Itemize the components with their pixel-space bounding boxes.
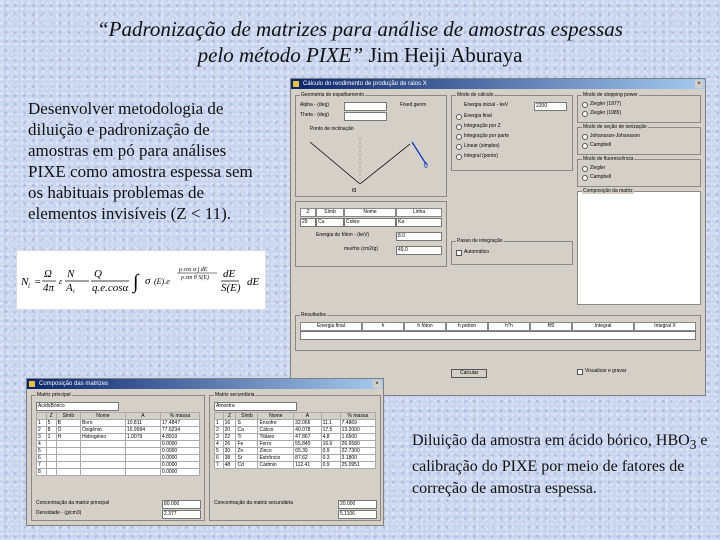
primary-cell[interactable] <box>125 455 160 462</box>
secondary-cell[interactable]: Zinco <box>258 448 294 455</box>
slide-author: Jim Heiji Aburaya <box>368 43 523 67</box>
close-icon[interactable]: × <box>695 80 703 88</box>
results-label: Resultados <box>301 312 327 318</box>
secondary-cell[interactable]: 13.2000 <box>340 427 375 434</box>
svg-text:ε: ε <box>59 277 63 286</box>
secondary-cell[interactable]: Cálcio <box>258 427 294 434</box>
svg-text:α: α <box>352 185 357 194</box>
secondary-cell[interactable]: 32.066 <box>294 420 321 427</box>
result-col-5: h*h <box>488 322 530 331</box>
primary-row[interactable] <box>37 420 200 427</box>
fluor-option-2[interactable] <box>582 175 588 181</box>
secondary-row[interactable] <box>215 441 376 448</box>
fluor-option-2-label: Campbell <box>590 174 612 180</box>
primary-cell[interactable]: 0.0000 <box>160 469 199 476</box>
svg-text:4π: 4π <box>43 282 55 294</box>
element-line-field[interactable]: Ka <box>396 218 442 227</box>
header-symb: Símb <box>56 413 80 420</box>
secondary-row[interactable] <box>215 448 376 455</box>
ionization-option-2-label: Campbell <box>590 142 612 148</box>
photon-label: Energia do fóton - (keV) <box>316 232 370 238</box>
primary-matrix-group <box>31 392 205 521</box>
primary-row[interactable] <box>37 434 200 441</box>
primary-header-row <box>37 413 200 420</box>
fluor-group <box>577 156 701 187</box>
fixed-geom-label: Fixed geom <box>400 102 427 108</box>
integration-step-label: Passo de integração <box>457 238 503 244</box>
geometry-group-label: Geometria do espalhamento <box>301 92 365 98</box>
secondary-cell[interactable]: 2 <box>215 427 224 434</box>
title-bar <box>291 79 705 89</box>
secondary-cell[interactable]: 48 <box>223 462 236 469</box>
composition-group <box>577 188 701 305</box>
col-line-header: Linha <box>396 208 442 217</box>
header-blank-2 <box>215 413 224 420</box>
secondary-cell[interactable]: 7.4869 <box>340 420 375 427</box>
matrix-window <box>26 378 384 526</box>
geometry-diagram <box>300 134 440 194</box>
secondary-cell[interactable]: 0.9 <box>321 462 340 469</box>
secondary-cell[interactable]: 3 <box>215 434 224 441</box>
primary-cell[interactable] <box>80 462 125 469</box>
secondary-cell[interactable]: 1.6500 <box>340 434 375 441</box>
radio-option-2-label: Integração por Z <box>464 123 501 129</box>
svg-text:(E).e: (E).e <box>154 277 170 286</box>
dilution-text-b: e calibração do PIXE por meio de fatores de correção de amostra espessa. <box>412 432 708 498</box>
secondary-matrix-table <box>214 412 376 469</box>
primary-cell[interactable] <box>56 455 80 462</box>
primary-cell[interactable]: 15.9994 <box>125 427 160 434</box>
secondary-cell[interactable]: Fe <box>236 441 258 448</box>
result-col-6: f/f0 <box>530 322 572 331</box>
svg-text:σ: σ <box>145 275 151 287</box>
fluor-option-1-label: Ziegler <box>590 165 606 171</box>
secondary-row[interactable] <box>215 455 376 462</box>
svg-text:θ: θ <box>424 161 428 170</box>
primary-cell[interactable] <box>125 462 160 469</box>
header-name: Nome <box>80 413 125 420</box>
secondary-cell[interactable]: Cd <box>236 462 258 469</box>
visualize-checkbox[interactable] <box>577 369 583 375</box>
photon-field[interactable]: 8.0 <box>396 232 442 241</box>
point-label: Ponto de inclinação <box>310 126 354 132</box>
svg-text:i: i <box>28 282 30 290</box>
radio-option-3[interactable] <box>456 134 462 140</box>
primary-matrix-table <box>36 412 200 476</box>
secondary-row[interactable] <box>215 462 376 469</box>
secondary-cell[interactable]: Sr <box>236 455 258 462</box>
primary-cell[interactable]: Hidrogênio <box>80 434 125 441</box>
auto-label: Automático <box>464 249 490 255</box>
density-secondary-field[interactable]: 5.1106 <box>338 510 377 519</box>
secondary-row[interactable] <box>215 434 376 441</box>
secondary-cell[interactable]: 7 <box>215 462 224 469</box>
element-group <box>295 201 447 267</box>
primary-cell[interactable]: 77.6234 <box>160 427 199 434</box>
result-col-3: h fóton <box>404 322 446 331</box>
primary-cell[interactable] <box>46 462 56 469</box>
density-label: Densidade - (g/cm3) <box>36 510 82 516</box>
secondary-cell[interactable]: 20 <box>223 427 236 434</box>
alpha-field[interactable] <box>344 102 387 111</box>
header-a: A <box>125 413 160 420</box>
primary-cell[interactable]: 7 <box>37 462 47 469</box>
matrix-app-icon <box>29 381 35 387</box>
radio-option-5[interactable] <box>456 154 462 160</box>
header-symb-2: Símb <box>236 413 258 420</box>
svg-text:ρ sin θ S(E): ρ sin θ S(E) <box>181 275 209 281</box>
result-col-8: Integral X <box>634 322 696 331</box>
primary-cell[interactable]: 5 <box>37 448 47 455</box>
primary-cell[interactable] <box>80 469 125 476</box>
slide-title-italic: “Padronização de matrizes para análise de amostras espessas <box>97 17 623 41</box>
svg-text:=: = <box>34 276 42 288</box>
result-col-4: h próton <box>446 322 488 331</box>
secondary-cell[interactable]: 16 <box>223 420 236 427</box>
secondary-cell[interactable]: Enxofre <box>258 420 294 427</box>
primary-cell[interactable] <box>80 448 125 455</box>
stopping-group <box>577 92 701 123</box>
density-primary-field[interactable]: 2.377 <box>162 510 201 519</box>
svg-text:dE: dE <box>247 276 260 288</box>
calc-mode-label: Modo de cálculo <box>457 92 494 98</box>
element-name-field[interactable]: Cobre <box>344 218 396 227</box>
element-z-field[interactable]: 29 <box>300 218 316 227</box>
primary-cell[interactable]: O <box>56 427 80 434</box>
primary-row[interactable] <box>37 427 200 434</box>
primary-cell[interactable]: 5 <box>46 420 56 427</box>
secondary-cell[interactable]: 6 <box>215 455 224 462</box>
radio-option-4[interactable] <box>456 144 462 150</box>
secondary-cell[interactable]: Zn <box>236 448 258 455</box>
result-row[interactable] <box>300 331 696 340</box>
calc-button[interactable]: Calcular <box>451 369 487 378</box>
primary-cell[interactable]: 1.0079 <box>125 434 160 441</box>
col-name-header: Nome <box>344 208 396 217</box>
svg-text:∫: ∫ <box>133 271 139 293</box>
radio-option-5-label: Integral (ponto) <box>464 153 498 159</box>
app-icon <box>293 81 299 87</box>
header-z: Z <box>46 413 56 420</box>
energy-field[interactable]: 2200 <box>534 102 567 111</box>
primary-cell[interactable]: Boro <box>80 420 125 427</box>
header-a-2: A <box>294 413 321 420</box>
primary-cell[interactable]: 1 <box>46 434 56 441</box>
primary-cell[interactable]: 1 <box>37 420 47 427</box>
secondary-cell[interactable]: 4.8 <box>321 434 340 441</box>
primary-cell[interactable] <box>125 469 160 476</box>
svg-text:Ω: Ω <box>44 268 52 280</box>
energy-label: Energia inicial - keV <box>464 102 509 108</box>
secondary-footer-label: Concentração da matriz secundária <box>214 500 293 506</box>
secondary-cell[interactable]: 1 <box>215 420 224 427</box>
primary-cell[interactable] <box>56 441 80 448</box>
results-group <box>295 312 701 351</box>
svg-text:N: N <box>67 268 75 280</box>
integration-group <box>451 238 573 265</box>
primary-matrix-label: Matriz principal <box>37 392 71 398</box>
primary-cell[interactable]: 0.0000 <box>160 441 199 448</box>
secondary-cell[interactable]: 112.41 <box>294 462 321 469</box>
secondary-cell[interactable]: Titânio <box>258 434 294 441</box>
primary-row[interactable] <box>37 448 200 455</box>
result-col-2: h <box>362 322 404 331</box>
primary-cell[interactable] <box>56 469 80 476</box>
secondary-cell[interactable]: 17.5 <box>321 427 340 434</box>
thick-target-formula-image <box>16 250 266 310</box>
secondary-cell[interactable]: 87.62 <box>294 455 321 462</box>
stopping-option-2-label: Ziegler (1985) <box>590 110 622 116</box>
dilution-text-sub: 3 <box>689 437 697 453</box>
composition-label: Composição da matriz <box>583 188 633 194</box>
auto-checkbox[interactable] <box>456 250 462 256</box>
primary-cell[interactable] <box>46 469 56 476</box>
primary-row[interactable] <box>37 455 200 462</box>
secondary-cell[interactable]: 3.1800 <box>340 455 375 462</box>
secondary-cell[interactable]: S <box>236 420 258 427</box>
calc-mode-group <box>451 92 573 171</box>
radio-option-2[interactable] <box>456 124 462 130</box>
matrix-close-icon[interactable]: × <box>373 380 381 388</box>
primary-cell[interactable] <box>46 448 56 455</box>
result-col-7: Integral <box>572 322 634 331</box>
secondary-cell[interactable]: 40.078 <box>294 427 321 434</box>
secondary-cell[interactable]: 0.3 <box>321 455 340 462</box>
secondary-cell[interactable]: 30 <box>223 448 236 455</box>
header-z-2: Z <box>223 413 236 420</box>
primary-row[interactable] <box>37 441 200 448</box>
secondary-matrix-label: Matriz secundária <box>215 392 255 398</box>
stopping-option-1[interactable] <box>582 102 588 108</box>
primary-footer-label: Concentração da matriz principal <box>36 500 110 506</box>
ionization-option-1-label: Johansson-Johansson <box>590 133 641 139</box>
header-extra-2 <box>321 413 340 420</box>
primary-row[interactable] <box>37 462 200 469</box>
radio-option-4-label: Linear (simples) <box>464 143 500 149</box>
primary-cell[interactable]: 8 <box>37 469 47 476</box>
secondary-cell[interactable]: 26.6580 <box>340 441 375 448</box>
result-col-1: Energia final <box>300 322 362 331</box>
secondary-header-row <box>215 413 376 420</box>
primary-cell[interactable]: 10.811 <box>125 420 160 427</box>
svg-text:i: i <box>73 289 75 295</box>
secondary-cell[interactable]: 22.7300 <box>340 448 375 455</box>
secondary-row[interactable] <box>215 427 376 434</box>
slide-title <box>0 16 720 68</box>
primary-cell[interactable] <box>80 441 125 448</box>
secondary-cell[interactable]: 16.6 <box>321 441 340 448</box>
secondary-row[interactable] <box>215 420 376 427</box>
theta-label: Theta - (deg) <box>300 112 329 118</box>
svg-text:S(E): S(E) <box>221 282 241 294</box>
primary-cell[interactable] <box>80 455 125 462</box>
mu-field[interactable]: 49.0 <box>396 246 442 255</box>
radio-option-1[interactable] <box>456 114 462 120</box>
svg-text:A: A <box>66 282 73 294</box>
secondary-cell[interactable]: 55.845 <box>294 441 321 448</box>
primary-row[interactable] <box>37 469 200 476</box>
radio-option-3-label: Integração por parte <box>464 133 510 139</box>
mu-label: mu/rho (cm2/g) <box>344 246 378 252</box>
theta-field[interactable] <box>344 112 387 121</box>
secondary-cell[interactable]: 5 <box>215 448 224 455</box>
svg-text:dE: dE <box>223 268 236 280</box>
primary-cell[interactable]: 4.8919 <box>160 434 199 441</box>
element-symb-field[interactable]: Cu <box>316 218 344 227</box>
primary-cell[interactable] <box>125 441 160 448</box>
primary-cell[interactable]: B <box>56 420 80 427</box>
svg-text:N: N <box>21 276 29 288</box>
secondary-cell[interactable]: 65.39 <box>294 448 321 455</box>
radio-option-1-label: Energia final <box>464 113 492 119</box>
secondary-cell[interactable]: 11.1 <box>321 420 340 427</box>
primary-cell[interactable]: 17.4847 <box>160 420 199 427</box>
yield-calc-window <box>290 78 706 396</box>
primary-cell[interactable] <box>56 462 80 469</box>
primary-cell[interactable] <box>46 441 56 448</box>
primary-cell[interactable]: 0.0000 <box>160 448 199 455</box>
primary-cell[interactable]: 8 <box>46 427 56 434</box>
geometry-group <box>295 92 447 197</box>
secondary-total-field[interactable]: 20.000 <box>338 500 377 509</box>
ionization-option-1[interactable] <box>582 134 588 140</box>
header-mass-2: % massa <box>340 413 375 420</box>
ionization-label: Modo de seção de ionização <box>583 124 647 130</box>
secondary-matrix-group <box>209 392 381 521</box>
svg-text:q.e.cosα: q.e.cosα <box>92 282 129 294</box>
stopping-label: Modo de stopping power <box>583 92 638 98</box>
svg-text:μ cos α ∫ dE: μ cos α ∫ dE <box>179 267 208 273</box>
secondary-cell[interactable]: 25.0951 <box>340 462 375 469</box>
stopping-option-2[interactable] <box>582 111 588 117</box>
visualize-label: Visualizar e gravar <box>585 368 627 374</box>
primary-cell[interactable] <box>46 455 56 462</box>
matrix-title-bar <box>27 379 383 389</box>
secondary-cell[interactable]: 4 <box>215 441 224 448</box>
header-blank <box>37 413 47 420</box>
primary-cell[interactable]: 2 <box>37 427 47 434</box>
secondary-cell[interactable]: 47.867 <box>294 434 321 441</box>
primary-cell[interactable] <box>125 448 160 455</box>
objective-text: Desenvolver metodologia de diluição e padronização de amostras em pó para análises PIXE como amostra espessa sem os habituais problemas de elementos invisíveis (Z < 11). <box>28 99 253 223</box>
col-z-header: Z <box>300 208 316 217</box>
primary-cell[interactable] <box>56 448 80 455</box>
primary-cell[interactable]: H <box>56 434 80 441</box>
header-name-2: Nome <box>258 413 294 420</box>
secondary-cell[interactable]: 0.9 <box>321 448 340 455</box>
stopping-option-1-label: Ziegler (1977) <box>590 101 622 107</box>
secondary-cell[interactable]: Cádmio <box>258 462 294 469</box>
secondary-cell[interactable]: Ca <box>236 427 258 434</box>
primary-cell[interactable]: 6 <box>37 455 47 462</box>
primary-cell[interactable]: Oxigênio <box>80 427 125 434</box>
fluor-label: Modo de fluorescência <box>583 156 634 162</box>
primary-cell[interactable]: 0.0000 <box>160 462 199 469</box>
primary-matrix-name[interactable]: ÁcidoBórico <box>36 402 119 411</box>
secondary-matrix-name[interactable]: Amostra <box>214 402 297 411</box>
matrix-window-title: Composição das matrizes <box>39 381 109 387</box>
primary-cell[interactable]: 3 <box>37 434 47 441</box>
header-mass: % massa <box>160 413 199 420</box>
ionization-option-2[interactable] <box>582 143 588 149</box>
secondary-cell[interactable]: Ferro <box>258 441 294 448</box>
alpha-label: Alpha - (deg) <box>300 102 329 108</box>
dilution-text <box>412 430 712 500</box>
secondary-cell[interactable]: 38 <box>223 455 236 462</box>
primary-cell[interactable]: 0.0000 <box>160 455 199 462</box>
ionization-group <box>577 124 701 155</box>
slide-title-italic-2: pelo método PIXE” <box>197 43 364 67</box>
secondary-cell[interactable]: Ti <box>236 434 258 441</box>
primary-total-field[interactable]: 80.000 <box>162 500 201 509</box>
secondary-cell[interactable]: 26 <box>223 441 236 448</box>
dilution-text-a: Diluição da amostra em ácido bórico, HBO <box>412 432 690 449</box>
col-symb-header: Símb <box>316 208 344 217</box>
secondary-cell[interactable]: Estrôncio <box>258 455 294 462</box>
window-title: Cálculo do rendimento de produção de raios X <box>303 81 427 87</box>
primary-cell[interactable]: 4 <box>37 441 47 448</box>
fluor-option-1[interactable] <box>582 166 588 172</box>
secondary-cell[interactable]: 22 <box>223 434 236 441</box>
svg-text:Q: Q <box>94 268 102 280</box>
